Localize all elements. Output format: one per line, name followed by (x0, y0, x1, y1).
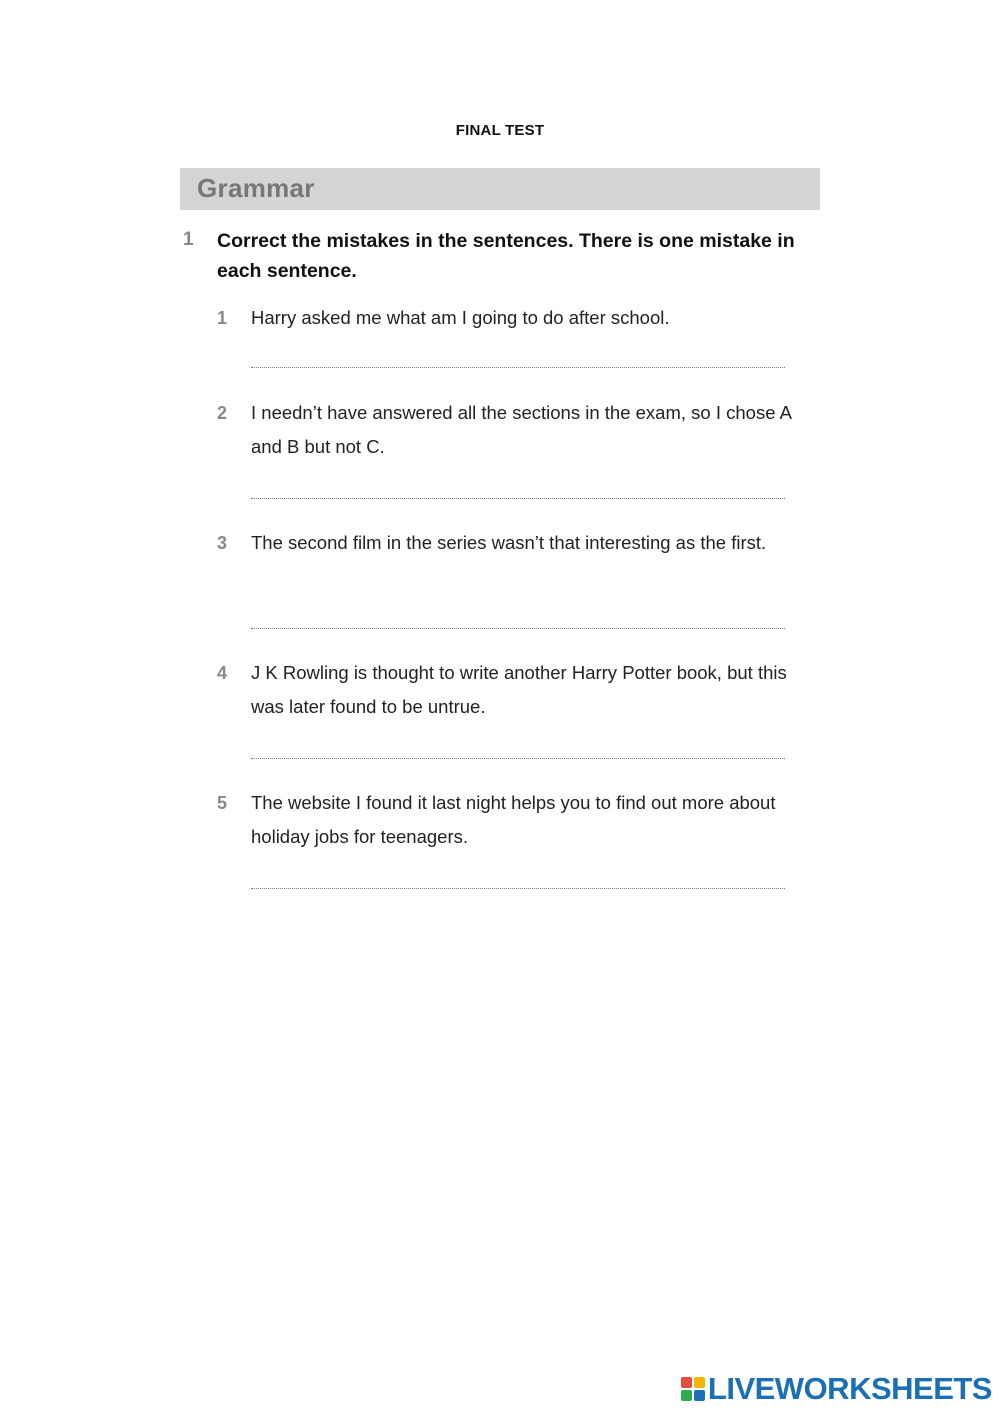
liveworksheets-watermark (681, 1371, 992, 1407)
item-number: 1 (217, 308, 228, 328)
section-header (180, 168, 820, 210)
item-sentence: I needn’t have answered all the sections in the exam, so I chose A and B but not C. (251, 402, 791, 457)
exercise-instruction: Correct the mistakes in the sentences. There is one mistake in each sentence. (217, 230, 795, 282)
item-sentence: The second film in the series wasn’t that interesting as the first. (251, 532, 767, 553)
item-number: 4 (217, 663, 228, 683)
answer-field-4[interactable] (251, 758, 785, 759)
item-sentence: J K Rowling is thought to write another Harry Potter book, but this was later found to be untrue. (251, 662, 787, 717)
item-number: 2 (217, 403, 228, 423)
answer-field-3[interactable] (251, 628, 785, 629)
exercise-number: 1 (183, 229, 194, 250)
answer-field-2[interactable] (251, 498, 785, 499)
item-sentence: The website I found it last night helps you to find out more about holiday jobs for teenagers. (251, 792, 776, 847)
watermark-text: LIVEWORKSHEETS (707, 1371, 992, 1406)
section-heading: Grammar (197, 173, 315, 203)
item-number: 3 (217, 533, 228, 553)
answer-field-1[interactable] (251, 367, 785, 368)
liveworksheets-logo-icon (681, 1377, 705, 1401)
answer-field-5[interactable] (251, 888, 785, 889)
page-title: FINAL TEST (455, 122, 545, 139)
item-sentence: Harry asked me what am I going to do after school. (251, 307, 670, 328)
item-number: 5 (217, 793, 228, 813)
